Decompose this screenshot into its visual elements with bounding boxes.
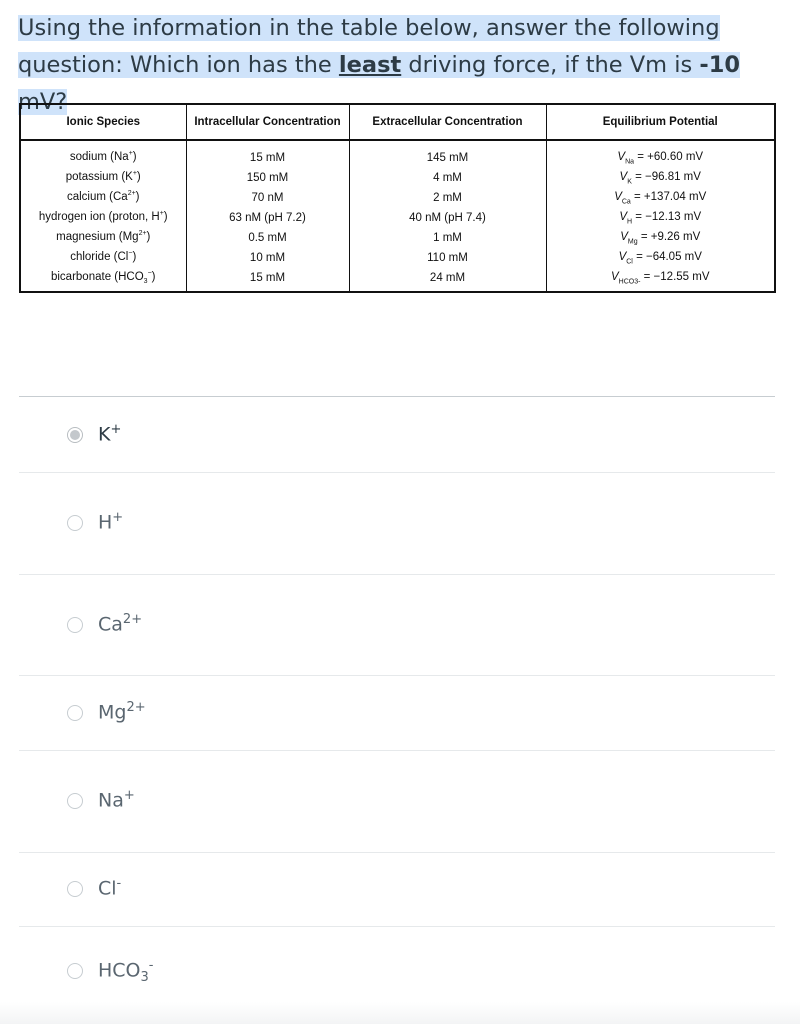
answer-ion: H <box>98 511 113 534</box>
answer-ion: HCO <box>98 959 141 982</box>
header-extracellular: Extracellular Concentration <box>349 104 546 140</box>
answer-charge: - <box>116 876 122 891</box>
species-close: ) <box>163 211 168 224</box>
question-vm-value: -10 <box>699 52 741 78</box>
answer-charge: 2+ <box>122 611 143 627</box>
species-charge: − <box>128 250 133 258</box>
equilibrium-potential <box>619 170 701 186</box>
ion-table-row <box>20 168 775 188</box>
ion-table-row <box>20 248 775 268</box>
answer-charge: + <box>110 422 122 437</box>
cell-species <box>20 268 186 292</box>
answer-ion: Mg <box>98 700 127 723</box>
cell-intracellular: 63 nM (pH 7.2) <box>186 208 349 228</box>
eq-value: = +60.60 mV <box>634 150 704 163</box>
ion-table-row <box>20 228 775 248</box>
species-close: ) <box>136 171 141 184</box>
header-ionic-species: Ionic Species <box>20 104 186 140</box>
eq-symbol: V <box>611 270 619 283</box>
answer-label[interactable] <box>98 510 123 537</box>
cell-equilibrium <box>546 188 775 208</box>
species-charge: + <box>128 150 133 158</box>
species-name: hydrogen ion (proton, H <box>38 211 160 224</box>
equilibrium-potential <box>618 250 702 266</box>
ion-table-row <box>20 140 775 168</box>
answer-charge: + <box>112 510 124 525</box>
answer-choice[interactable] <box>19 750 775 853</box>
cell-intracellular: 70 nM <box>186 188 349 208</box>
eq-ion-subscript: HCO3- <box>618 278 641 286</box>
answer-label[interactable] <box>98 788 135 815</box>
answer-radio[interactable] <box>67 515 83 531</box>
cell-species <box>20 208 186 228</box>
eq-ion-subscript: Ca <box>621 198 631 206</box>
species-close: ) <box>132 151 137 164</box>
answer-charge: - <box>148 958 154 973</box>
cell-extracellular: 1 mM <box>349 228 546 248</box>
cell-species <box>20 188 186 208</box>
eq-value: = −12.55 mV <box>640 270 710 283</box>
cell-equilibrium <box>546 248 775 268</box>
eq-symbol: V <box>620 230 628 243</box>
species-charge: 2+ <box>138 230 147 238</box>
answer-ion: Ca <box>98 612 123 635</box>
answer-label[interactable] <box>98 422 121 449</box>
answer-charge: 2+ <box>126 699 146 715</box>
answer-radio[interactable] <box>67 881 83 897</box>
species-name: chloride (Cl <box>70 251 129 264</box>
cell-equilibrium <box>546 268 775 292</box>
answer-radio[interactable] <box>67 793 83 809</box>
cell-extracellular: 40 nM (pH 7.4) <box>349 208 546 228</box>
cell-equilibrium <box>546 140 775 168</box>
species-charge: + <box>159 210 164 218</box>
cell-species <box>20 140 186 168</box>
eq-value: = −96.81 mV <box>631 170 701 183</box>
answer-radio[interactable] <box>67 427 83 443</box>
ion-table-header-row <box>20 104 775 140</box>
ion-table <box>19 103 776 293</box>
eq-ion-subscript: H <box>627 218 633 226</box>
cell-extracellular: 110 mM <box>349 248 546 268</box>
cell-intracellular: 15 mM <box>186 140 349 168</box>
cell-intracellular: 0.5 mM <box>186 228 349 248</box>
question-part2: driving force, if the Vm is <box>401 52 700 78</box>
species-charge: + <box>132 170 137 178</box>
species-name: sodium (Na <box>69 151 129 164</box>
species-name: magnesium (Mg <box>56 231 139 244</box>
cell-equilibrium <box>546 168 775 188</box>
ion-table-row <box>20 208 775 228</box>
eq-value: = +137.04 mV <box>630 190 707 203</box>
cell-species <box>20 248 186 268</box>
eq-symbol: V <box>619 170 628 183</box>
cell-equilibrium <box>546 228 775 248</box>
cell-extracellular: 145 mM <box>349 140 546 168</box>
equilibrium-potential <box>611 270 710 286</box>
species-close: ) <box>135 191 140 204</box>
eq-ion-subscript: K <box>627 178 632 186</box>
cell-species <box>20 168 186 188</box>
answer-radio[interactable] <box>67 617 83 633</box>
cell-intracellular: 15 mM <box>186 268 349 292</box>
eq-symbol: V <box>619 210 628 223</box>
answer-ion: K <box>98 423 111 446</box>
eq-symbol: V <box>617 150 626 163</box>
answer-charge: + <box>123 788 135 803</box>
cell-equilibrium <box>546 208 775 228</box>
answer-radio[interactable] <box>67 705 83 721</box>
answer-choice[interactable] <box>19 472 775 575</box>
species-close: ) <box>132 251 137 264</box>
bottom-edge <box>0 1002 800 1024</box>
species-name: bicarbonate (HCO <box>50 271 144 284</box>
cell-extracellular: 2 mM <box>349 188 546 208</box>
equilibrium-potential <box>619 210 702 226</box>
header-intracellular: Intracellular Concentration <box>186 104 349 140</box>
answer-label[interactable] <box>98 958 154 985</box>
eq-symbol: V <box>614 190 622 203</box>
answer-choices <box>19 396 775 986</box>
cell-intracellular: 10 mM <box>186 248 349 268</box>
answer-label[interactable] <box>98 700 146 727</box>
species-charge: 2+ <box>127 190 136 198</box>
eq-symbol: V <box>618 250 627 263</box>
question-part3: mV? <box>18 89 68 115</box>
question-emphasis: least <box>338 52 402 78</box>
species-close: ) <box>151 271 156 284</box>
question-highlight <box>18 15 740 115</box>
ion-table-row <box>20 268 775 292</box>
equilibrium-potential <box>617 150 704 166</box>
answer-ion: Na <box>98 789 124 812</box>
cell-species <box>20 228 186 248</box>
answer-choice[interactable] <box>19 852 775 927</box>
answer-label[interactable] <box>98 612 142 639</box>
answer-radio[interactable] <box>67 963 83 979</box>
eq-value: = −12.13 mV <box>632 210 702 223</box>
ion-table-row <box>20 188 775 208</box>
answer-ion: Cl <box>98 877 117 900</box>
cell-extracellular: 24 mM <box>349 268 546 292</box>
species-close: ) <box>146 231 151 244</box>
eq-value: = +9.26 mV <box>637 230 701 243</box>
eq-ion-subscript: Cl <box>626 258 633 266</box>
species-name: potassium (K <box>65 171 133 184</box>
answer-subscript: 3 <box>140 970 149 986</box>
eq-value: = −64.05 mV <box>632 250 702 263</box>
equilibrium-potential <box>620 230 701 246</box>
header-equilibrium: Equilibrium Potential <box>546 104 775 140</box>
species-name: calcium (Ca <box>66 191 128 204</box>
question-part1: Using the information in the table below, answer the following question: Which ion has the <box>18 15 720 78</box>
cell-intracellular: 150 mM <box>186 168 349 188</box>
answer-choice[interactable] <box>19 675 775 751</box>
cell-extracellular: 4 mM <box>349 168 546 188</box>
answer-label[interactable] <box>98 876 121 903</box>
species-charge: − <box>147 270 152 278</box>
answer-choice[interactable] <box>19 397 775 473</box>
eq-ion-subscript: Na <box>625 158 635 166</box>
eq-ion-subscript: Mg <box>627 238 638 246</box>
equilibrium-potential <box>614 190 707 206</box>
answer-choice[interactable] <box>19 574 775 676</box>
species-subscript: 3 <box>143 278 148 286</box>
